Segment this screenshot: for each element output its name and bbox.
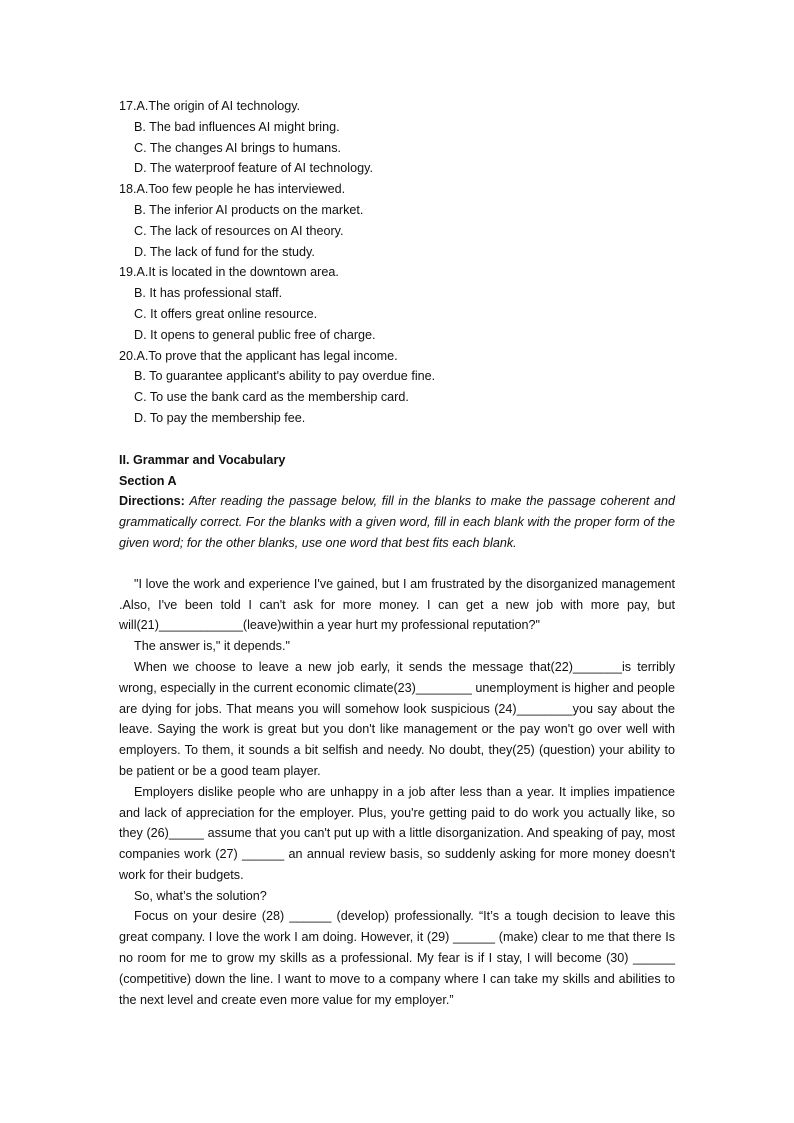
question-stem: 17.A.The origin of AI technology. [119, 99, 301, 113]
document-page [119, 96, 675, 1010]
passage-paragraph: When we choose to leave a new job early, it sends the message that(22)_______is terribly wrong, especially in the current economic climate(23)________ unemployment is higher and people are dying for jobs. That means you will somehow look suspicious (24)________you say about the leave. Saying the work is great but you don't like management or the pay won't go over well with employers. To them, it sounds a bit selfish and needy. No doubt, they(25) (question) your ability to be patient or be a good team player. [119, 659, 675, 778]
listening-questions [119, 96, 675, 429]
question-stem: 19.A.It is located in the downtown area. [119, 265, 339, 280]
directions-text: After reading the passage below, fill in the blanks to make the passage coherent and grammatically correct. For the blanks with a given word, fill in each blank with the proper form of the given word; for the other blanks, use one word that best fits each blank. [119, 494, 675, 550]
option-c: C. It offers great online resource. [134, 306, 318, 321]
section-heading: II. Grammar and Vocabulary [119, 452, 286, 467]
question-19 [119, 262, 675, 345]
section-subheading: Section A [119, 473, 177, 488]
option-d: D. The waterproof feature of AI technology. [134, 161, 373, 176]
option-c: C. To use the bank card as the membership card. [134, 390, 409, 405]
directions-label: Directions: [119, 494, 185, 509]
option-b: B. The inferior AI products on the market. [134, 202, 364, 217]
question-20 [119, 346, 675, 429]
passage-paragraph: The answer is," it depends." [134, 639, 290, 654]
option-d: D. The lack of fund for the study. [134, 244, 315, 259]
question-stem: 20.A.To prove that the applicant has legal income. [119, 348, 398, 363]
option-d: D. To pay the membership fee. [134, 410, 306, 425]
option-b: B. It has professional staff. [134, 286, 283, 301]
question-17 [119, 96, 675, 179]
passage [119, 574, 675, 1011]
option-b: B. To guarantee applicant's ability to pay overdue fine. [134, 369, 436, 384]
passage-paragraph: So, what’s the solution? [134, 888, 267, 903]
grammar-section [119, 450, 675, 554]
option-c: C. The lack of resources on AI theory. [134, 223, 344, 238]
question-18 [119, 179, 675, 262]
option-b: B. The bad influences AI might bring. [134, 119, 340, 134]
passage-paragraph: Focus on your desire (28) ______ (develop) professionally. “It’s a tough decision to leave this great company. I love the work I am doing. However, it (29) ______ (make) clear to me that there Is no room for me to grow my skills as a professional. My fear is if I stay, I will become (30) ______ (competitive) down the line. I want to move to a company where I can take my skills and abilities to the next level and create even more value for my employer.” [119, 909, 675, 1007]
passage-paragraph: "I love the work and experience I've gained, but I am frustrated by the disorganized management .Also, I've been told I can't ask for more money. I can get a new job with more pay, but will(21)____________(leave)within a year hurt my professional reputation?" [119, 576, 675, 633]
option-c: C. The changes AI brings to humans. [134, 140, 341, 155]
option-d: D. It opens to general public free of charge. [134, 327, 376, 342]
passage-paragraph: Employers dislike people who are unhappy in a job after less than a year. It implies impatience and lack of appreciation for the employer. Plus, you're getting paid to do work you actually like, so they (26)_____ assume that you can't put up with a little disorganization. And speaking of pay, most companies work (27) ______ an annual review basis, so suddenly asking for more money doesn't work for their budgets. [119, 784, 675, 882]
directions [119, 491, 675, 553]
question-stem: 18.A.Too few people he has interviewed. [119, 182, 346, 197]
